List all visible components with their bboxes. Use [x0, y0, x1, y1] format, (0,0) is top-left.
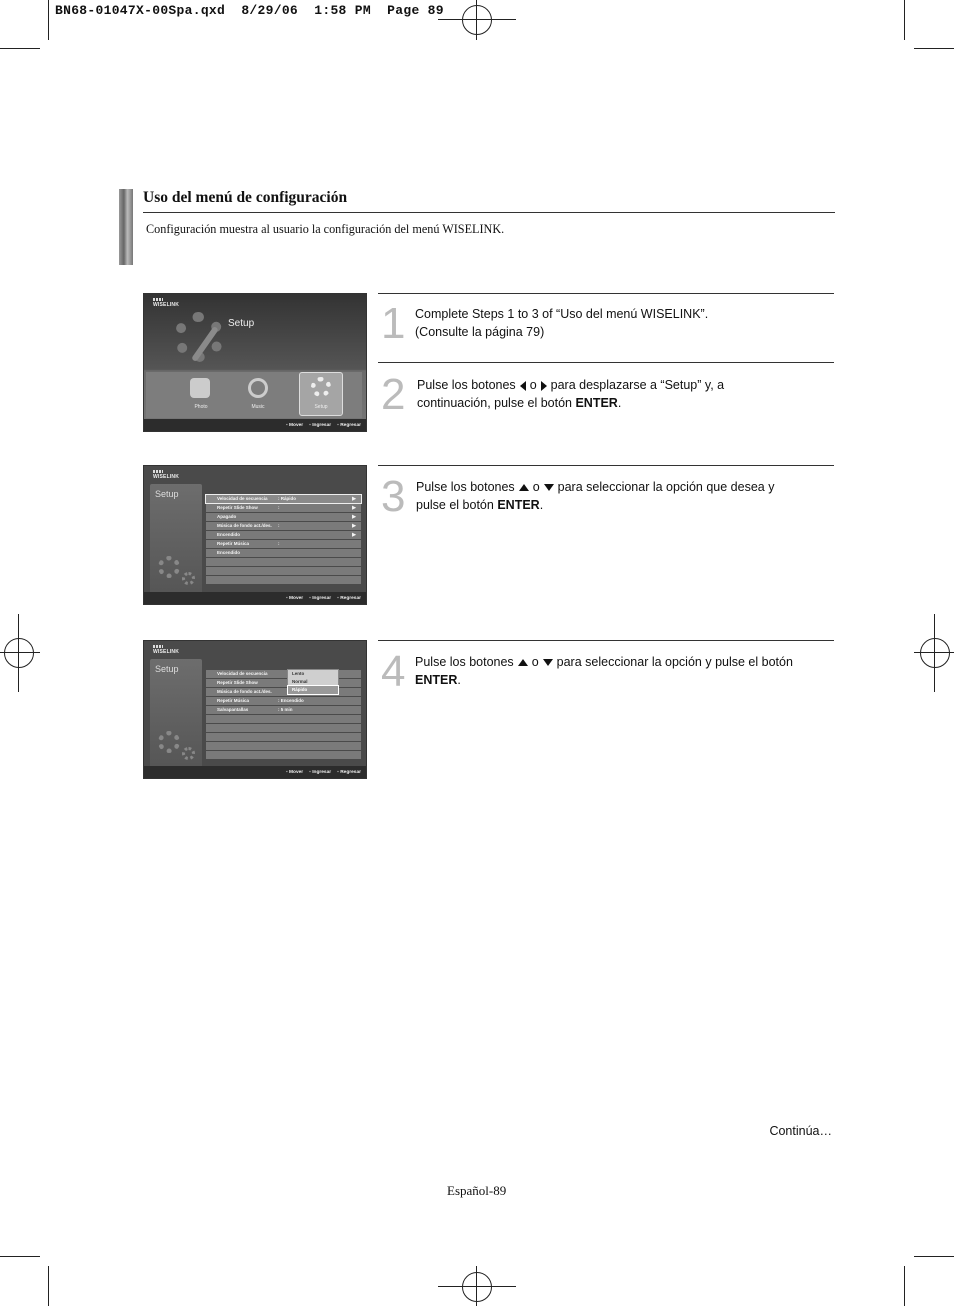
empty-row — [206, 715, 361, 723]
gear-icon — [158, 556, 180, 578]
setup-label: Setup — [314, 404, 328, 410]
option-row[interactable]: Apagado ▶ — [206, 513, 361, 521]
footer-enter: ▪ Ingresar — [309, 596, 331, 601]
setup-heading: Setup — [228, 318, 255, 329]
option-row[interactable]: Música de fondo act./des. : ▶ — [206, 522, 361, 530]
step-2-text: Pulse los botones o para desplazarse a “Setup” y, a continuación, pulse el botón ENTER. — [417, 378, 725, 410]
photo-icon — [190, 378, 210, 398]
screen-footer — [144, 419, 366, 431]
continue-note: Continúa… — [769, 1124, 832, 1138]
speed-option-fast[interactable]: Rápido — [288, 686, 338, 694]
left-arrow-icon — [520, 381, 526, 391]
gear-small-icon — [182, 747, 195, 760]
empty-row — [206, 576, 361, 584]
footer-return: ▪ Regresar — [337, 596, 361, 601]
empty-row — [206, 733, 361, 741]
speed-options-popup — [287, 669, 339, 695]
empty-row — [206, 751, 361, 759]
step-divider — [378, 640, 834, 641]
setup-side-panel — [150, 484, 202, 596]
down-arrow-icon — [543, 659, 553, 666]
empty-row — [206, 724, 361, 732]
title-divider — [143, 212, 835, 213]
setup-options-list — [206, 495, 361, 585]
page-number: Español-89 — [447, 1183, 507, 1198]
printer-slug: BN68-01047X-00Spa.qxd 8/29/06 1:58 PM Page 89 — [55, 3, 444, 18]
headphones-icon — [248, 378, 268, 398]
option-row[interactable]: Repetir Música : — [206, 540, 361, 548]
setup-heading: Setup — [155, 489, 179, 499]
footer-move: ▪ Mover — [286, 423, 303, 428]
screen-main-menu — [143, 293, 367, 432]
option-row[interactable]: Velocidad de secuencia — [206, 670, 361, 678]
screen-footer — [144, 592, 366, 604]
step-divider — [378, 293, 834, 294]
wiselink-logo: WISELINK — [153, 649, 180, 655]
screen-setup-list — [143, 465, 367, 605]
section-title: Uso del menú de configuración — [143, 189, 348, 206]
footer-move: ▪ Mover — [286, 596, 303, 601]
option-row[interactable]: Encendido — [206, 549, 361, 557]
screen-footer — [144, 766, 366, 778]
step-1-text: Complete Steps 1 to 3 of “Uso del menú WISELINK”. (Consulte la página 79) — [415, 307, 709, 339]
section-intro: Configuración muestra al usuario la configuración del menú WISELINK. — [146, 222, 505, 236]
option-row[interactable]: Música de fondo act./des. — [206, 688, 361, 696]
option-row[interactable]: Repetir Slide Show : ▶ — [206, 504, 361, 512]
footer-return: ▪ Regresar — [337, 770, 361, 775]
setup-tile-selected[interactable] — [299, 372, 343, 416]
step-divider — [378, 362, 834, 363]
setup-gear-icon — [311, 377, 331, 397]
empty-row — [206, 558, 361, 566]
gear-icon — [158, 731, 180, 753]
footer-enter: ▪ Ingresar — [309, 423, 331, 428]
menu-icon-strip — [146, 372, 362, 418]
step-number: 2 — [381, 370, 406, 419]
step-number: 4 — [381, 647, 406, 696]
section-marker-bar — [119, 189, 133, 265]
speed-option-normal[interactable]: Normal — [292, 679, 308, 684]
empty-row — [206, 742, 361, 750]
setup-side-panel — [150, 659, 202, 771]
down-arrow-icon — [544, 484, 554, 491]
screen-speed-popup — [143, 640, 367, 779]
step-number: 1 — [381, 299, 406, 348]
option-row[interactable]: Repetir Música : Encendido — [206, 697, 361, 705]
right-arrow-icon — [541, 381, 547, 391]
option-row[interactable]: Encendido ▶ — [206, 531, 361, 539]
up-arrow-icon — [519, 484, 529, 491]
photo-label[interactable]: Photo — [194, 404, 208, 410]
gear-small-icon — [182, 572, 195, 585]
setup-heading: Setup — [155, 664, 179, 674]
footer-enter: ▪ Ingresar — [309, 770, 331, 775]
wiselink-logo: WISELINK — [153, 302, 180, 308]
option-row[interactable]: Velocidad de secuencia : Rápido ▶ — [206, 495, 361, 503]
step-3-text: Pulse los botones o para seleccionar la opción que desea y pulse el botón ENTER. — [416, 480, 775, 512]
music-label[interactable]: Music — [251, 404, 265, 410]
up-arrow-icon — [518, 659, 528, 666]
footer-move: ▪ Mover — [286, 770, 303, 775]
speed-option-slow[interactable]: Lento — [292, 671, 305, 676]
step-4-text: Pulse los botones o para seleccionar la opción y pulse el botón ENTER. — [415, 655, 793, 687]
wiselink-logo: WISELINK — [153, 474, 180, 480]
footer-return: ▪ Regresar — [337, 423, 361, 428]
step-divider — [378, 465, 834, 466]
option-row[interactable]: Repetir Slide Show — [206, 679, 361, 687]
step-number: 3 — [381, 472, 406, 521]
empty-row — [206, 567, 361, 575]
option-row[interactable]: Salvapantallas : 5 min — [206, 706, 361, 714]
